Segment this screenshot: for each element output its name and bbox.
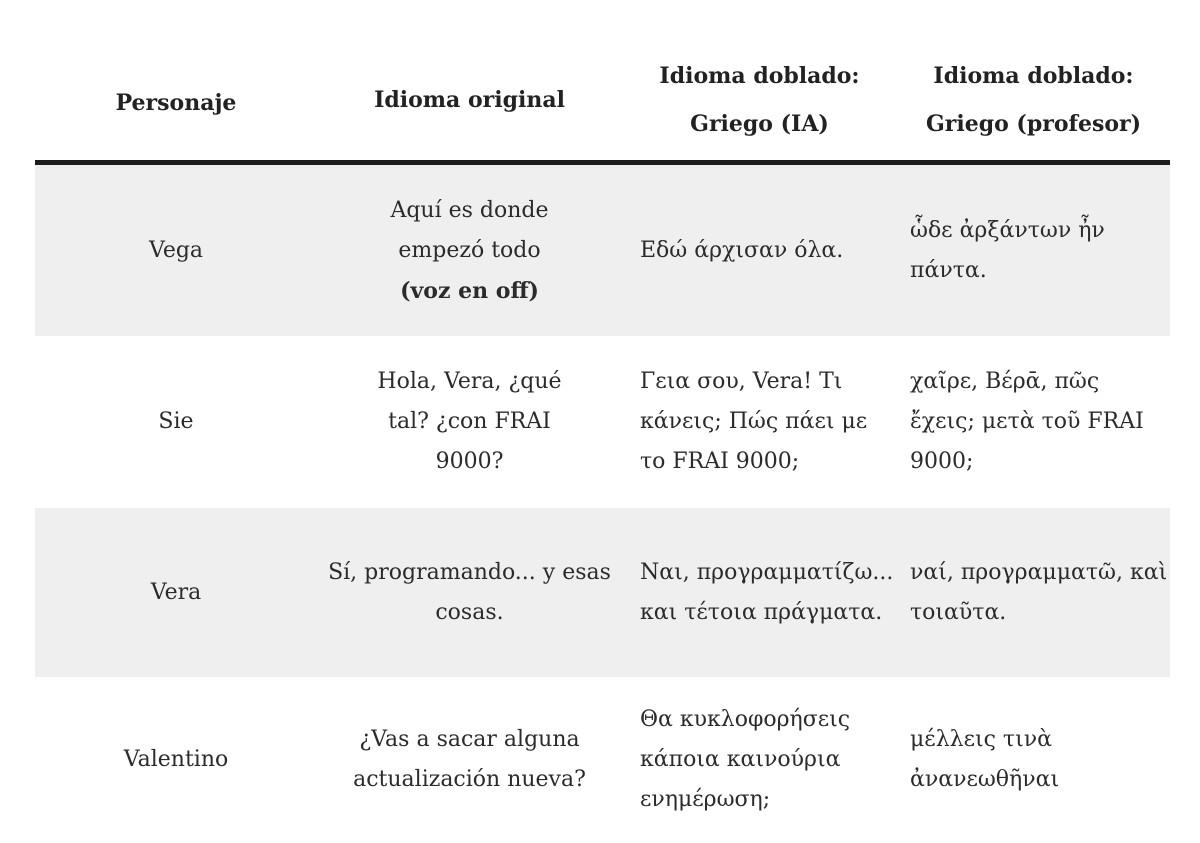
greek-professor-cell: ὧδε ἀρξάντων ἦν πάντα.: [910, 217, 1105, 283]
table-row: [35, 677, 1170, 843]
table-row: [35, 336, 1170, 508]
voiceover-note: (voz en off): [400, 277, 539, 304]
header-dubbed-greek-professor-line2: Griego (profesor): [925, 111, 1142, 137]
original-line: empezó todo: [398, 237, 541, 263]
original-cell: Sí, programando... y esas cosas.: [328, 559, 611, 625]
header-dubbed-greek-ai-line1: Idioma doblado:: [659, 63, 860, 89]
character-cell: Vera: [150, 579, 202, 605]
character-cell: Valentino: [123, 747, 229, 772]
greek-ai-cell: Ναι, προγραμματίζω... και τέτοια πράγματα.: [640, 559, 894, 625]
table-row: [35, 508, 1170, 677]
greek-professor-cell: μέλλεις τινὰ ἀνανεωθῆναι: [910, 727, 1060, 792]
header-original-language: Idioma original: [374, 87, 565, 113]
original-cell: Hola, Vera, ¿qué tal? ¿con FRAI 9000?: [377, 369, 562, 474]
greek-ai-cell: Εδώ άρχισαν όλα.: [640, 237, 844, 263]
character-cell: Vega: [148, 237, 204, 263]
dubbing-comparison-table: [35, 40, 1170, 843]
greek-professor-cell: χαῖρε, Βέρᾱ, πῶς ἔχεις; μετὰ τοῦ FRAI 9000;: [910, 369, 1144, 474]
table-row: [35, 165, 1170, 336]
header-dubbed-greek-ai: [622, 52, 897, 148]
header-dubbed-greek-professor: [897, 52, 1170, 148]
greek-ai-cell: Γεια σου, Vera! Τι κάνεις; Πώς πάει με το FRAI 9000;: [640, 369, 868, 474]
greek-professor-cell: ναί, προγραμματῶ, καὶ τοιαῦτα.: [910, 559, 1168, 625]
header-dubbed-greek-professor-line1: Idioma doblado:: [933, 63, 1134, 89]
character-cell: Sie: [158, 409, 194, 434]
original-cell: ¿Vas a sacar alguna actualización nueva?: [353, 727, 586, 792]
greek-ai-cell: Θα κυκλοφορήσεις κάποια καινούρια ενημέρωση;: [640, 707, 851, 812]
original-cell: [317, 191, 622, 311]
table-header-row: [35, 40, 1170, 165]
header-character: Personaje: [115, 90, 237, 116]
header-dubbed-greek-ai-line2: Griego (IA): [690, 111, 829, 137]
original-line: Aquí es donde: [390, 197, 549, 223]
